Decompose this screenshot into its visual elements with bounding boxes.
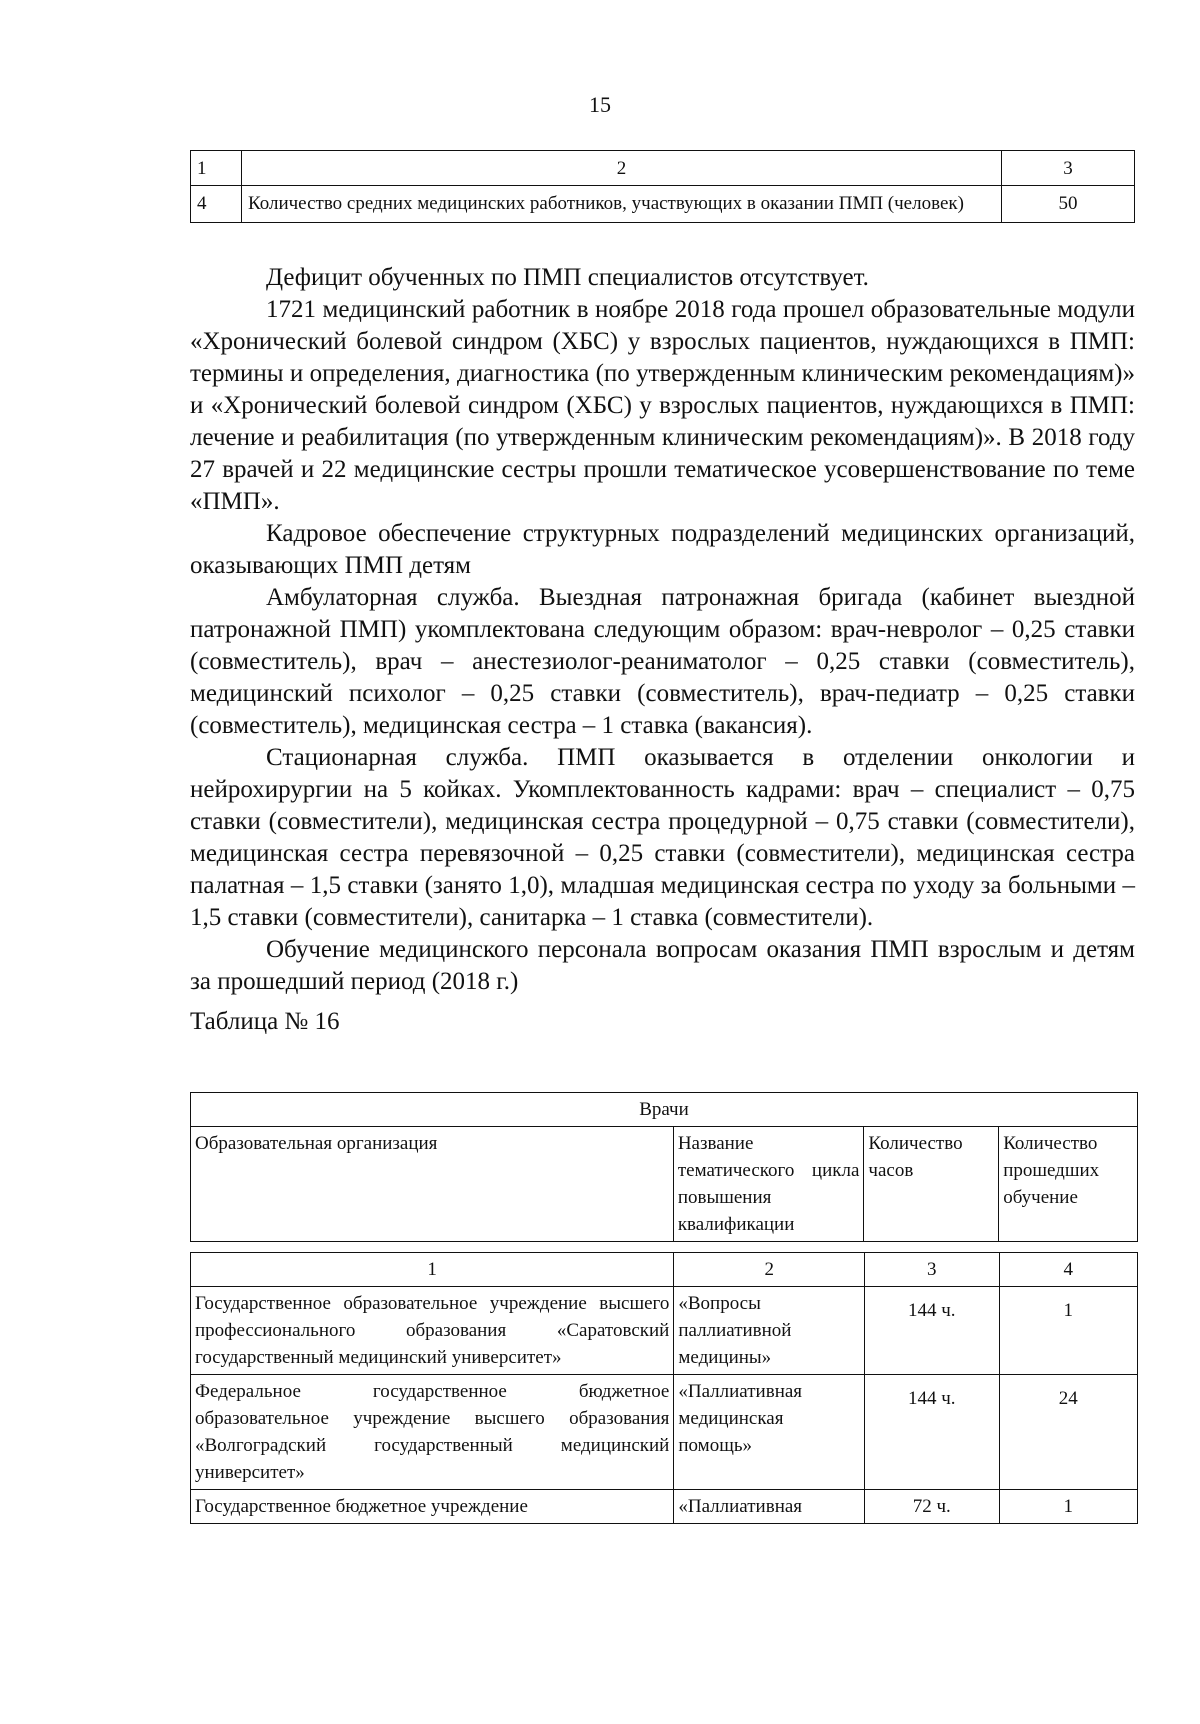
header-cell-1: 1: [191, 151, 242, 186]
table-row: [191, 1287, 1138, 1375]
row-value: 50: [1002, 186, 1135, 223]
cell-course: «Вопросы паллиативной медицины»: [674, 1287, 865, 1375]
column-header-trained: Количество прошедших обучение: [999, 1127, 1138, 1242]
cell-count: 1: [999, 1287, 1137, 1375]
cell-course: «Паллиативная: [674, 1490, 865, 1524]
table-label: Таблица № 16: [190, 1008, 340, 1035]
cell-organization: Федеральное государственное бюджетное образовательное учреждение высшего образования «Волгоградский государственный медицинский университет»: [191, 1375, 674, 1490]
paragraph-training-heading: Обучение медицинского персонала вопросам оказания ПМП взрослым и детям за прошедший период (2018 г.): [190, 936, 1135, 995]
column-header-hours: Количество часов: [864, 1127, 999, 1242]
cell-count: 24: [999, 1375, 1137, 1490]
cell-hours: 144 ч.: [865, 1375, 999, 1490]
column-number-row: [191, 1253, 1138, 1287]
column-number-3: 3: [865, 1253, 999, 1287]
column-number-1: 1: [191, 1253, 674, 1287]
group-header-row: [191, 1093, 1138, 1127]
table-header-row: [191, 151, 1135, 186]
paragraph-deficit: Дефицит обученных по ПМП специалистов отсутствует.: [266, 264, 869, 291]
table-row: [191, 186, 1135, 223]
row-description: Количество средних медицинских работников, участвующих в оказании ПМП (человек): [242, 186, 1002, 223]
column-number-2: 2: [674, 1253, 865, 1287]
cell-hours: 72 ч.: [865, 1490, 999, 1524]
table-row: [191, 1490, 1138, 1524]
header-cell-3: 3: [1002, 151, 1135, 186]
paragraph-staffing-heading: Кадровое обеспечение структурных подразделений медицинских организаций, оказывающих ПМП детям: [190, 520, 1135, 579]
cell-hours: 144 ч.: [865, 1287, 999, 1375]
paragraph-inpatient: Стационарная служба. ПМП оказывается в отделении онкологии и нейрохирургии на 5 койках. Укомплектованность кадрами: врач – специалист – 0,75 ставки (совместители), медицинская сестра процедурной – 0,75 ставки (совместители), медицинская сестра перевязочной – 0,25 ставки (совместители), медицинская сестра палатная – 1,5 ставки (занято 1,0), младшая медицинская сестра по уходу за больными – 1,5 ставки (совместители), санитарка – 1 ставка (совместители).: [190, 744, 1135, 931]
table-row: [191, 1375, 1138, 1490]
body-text: [190, 262, 1135, 1038]
header-cell-2: 2: [242, 151, 1002, 186]
table16-header: [190, 1092, 1138, 1242]
page-number: 15: [589, 92, 611, 117]
column-header-row: [191, 1127, 1138, 1242]
cell-count: 1: [999, 1490, 1137, 1524]
staff-count-table: [190, 150, 1135, 223]
row-number: 4: [191, 186, 242, 223]
group-header-doctors: Врачи: [191, 1093, 1138, 1127]
column-header-course: Название тематического цикла повышения квалификации: [673, 1127, 864, 1242]
paragraph-training-modules: 1721 медицинский работник в ноябре 2018 года прошел образовательные модули «Хронический болевой синдром (ХБС) у взрослых пациентов, нуждающихся в ПМП: термины и определения, диагностика (по утвержденным клиническим рекомендациям)» и «Хронический болевой синдром (ХБС) у взрослых пациентов, нуждающихся в ПМП: лечение и реабилитация (по утвержденным клиническим рекомендациям)». В 2018 году 27 врачей и 22 медицинские сестры прошли тематическое усовершенствование по теме «ПМП».: [190, 296, 1135, 515]
paragraph-ambulatory: Амбулаторная служба. Выездная патронажная бригада (кабинет выездной патронажной ПМП) укомплектована следующим образом: врач-невролог – 0,25 ставки (совместитель), врач – анестезиолог-реаниматолог – 0,25 ставки (совместитель), медицинский психолог – 0,25 ставки (совместитель), врач-педиатр – 0,25 ставки (совместитель), медицинская сестра – 1 ставка (вакансия).: [190, 584, 1135, 739]
table16-body: [190, 1252, 1138, 1524]
cell-course: «Паллиативная медицинская помощь»: [674, 1375, 865, 1490]
column-header-organization: Образовательная организация: [191, 1127, 674, 1242]
cell-organization: Государственное бюджетное учреждение: [191, 1490, 674, 1524]
cell-organization: Государственное образовательное учреждение высшего профессионального образования «Саратовский государственный медицинский университет»: [191, 1287, 674, 1375]
column-number-4: 4: [999, 1253, 1137, 1287]
